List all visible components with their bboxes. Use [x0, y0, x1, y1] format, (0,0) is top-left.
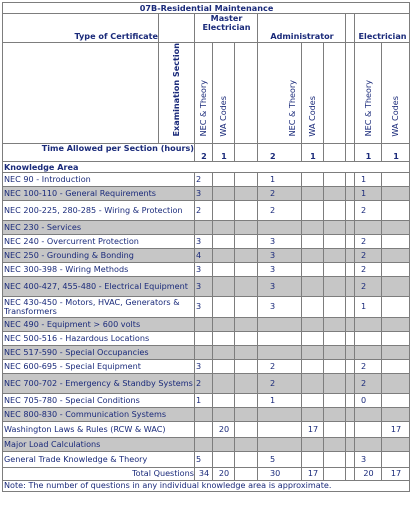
admin-nec-count [258, 421, 302, 437]
master-wa-count [213, 234, 235, 248]
master-wa-count [213, 331, 235, 345]
table-body [3, 3, 410, 492]
master-wa-count [213, 200, 235, 220]
knowledge-area-name: NEC 700-702 - Emergency & Standby Systems [3, 373, 195, 393]
admin-nec-count: 3 [258, 248, 302, 262]
admin-wa-count [302, 296, 324, 317]
total-spacer [324, 467, 346, 480]
master-spacer-cell [235, 276, 258, 296]
elec-wa-count [382, 331, 410, 345]
admin-spacer-cell [324, 317, 346, 331]
master-spacer-cell [235, 296, 258, 317]
master-spacer-cell [235, 220, 258, 234]
admin-spacer-cell [324, 345, 346, 359]
knowledge-row [3, 359, 410, 373]
admin-spacer-cell [324, 451, 346, 467]
examination-section-label: Examination Section [171, 43, 181, 137]
master-spacer-cell [235, 317, 258, 331]
header-blank [3, 43, 159, 144]
elec-wa-count [382, 437, 410, 451]
elec-nec-count: 2 [355, 373, 382, 393]
elec-nec-count: 1 [355, 186, 382, 200]
knowledge-row [3, 373, 410, 393]
admin-nec-count: 3 [258, 234, 302, 248]
elec-nec-count: 2 [355, 234, 382, 248]
master-nec-count [195, 437, 213, 451]
master-spacer-cell [235, 262, 258, 276]
knowledge-area-name: NEC 500-516 - Hazardous Locations [3, 331, 195, 345]
elec-wa-label: WA Codes [390, 95, 401, 137]
knowledge-row [3, 172, 410, 186]
column-header-row [3, 43, 410, 144]
knowledge-area-name: NEC 100-110 - General Requirements [3, 186, 195, 200]
admin-nec-count [258, 317, 302, 331]
admin-spacer-cell [324, 200, 346, 220]
total-value: 20 [213, 467, 235, 480]
admin-wa-count [302, 276, 324, 296]
group-spacer [346, 14, 355, 43]
master-spacer-cell [235, 451, 258, 467]
elec-wa-count: 17 [382, 421, 410, 437]
elec-wa-count [382, 262, 410, 276]
master-wa-count [213, 317, 235, 331]
total-spacer [235, 467, 258, 480]
master-spacer-cell [235, 345, 258, 359]
knowledge-row [3, 345, 410, 359]
master-nec-count [195, 345, 213, 359]
knowledge-row [3, 451, 410, 467]
knowledge-row [3, 407, 410, 421]
elec-nec-count: 2 [355, 276, 382, 296]
elec-wa-count [382, 393, 410, 407]
elec-nec-count [355, 407, 382, 421]
elec-wa-count [382, 373, 410, 393]
admin-spacer-cell [324, 276, 346, 296]
admin-nec-count: 3 [258, 262, 302, 276]
knowledge-area-name: Major Load Calculations [3, 437, 195, 451]
time-allowed-row [3, 143, 410, 161]
master-spacer-header [235, 43, 258, 144]
elec-nec-count: 2 [355, 262, 382, 276]
admin-wa-count [302, 437, 324, 451]
admin-spacer-header [324, 43, 346, 144]
gap-cell [346, 234, 355, 248]
master-wa-count [213, 262, 235, 276]
elec-wa-count [382, 200, 410, 220]
admin-spacer-cell [324, 296, 346, 317]
master-spacer-cell [235, 407, 258, 421]
master-spacer-cell [235, 393, 258, 407]
knowledge-area-name: NEC 800-830 - Communication Systems [3, 407, 195, 421]
admin-nec-count: 3 [258, 276, 302, 296]
gap-cell [346, 172, 355, 186]
admin-nec-count [258, 437, 302, 451]
knowledge-row [3, 220, 410, 234]
table-title: 07B-Residential Maintenance [3, 3, 410, 14]
elec-nec-count [355, 220, 382, 234]
group-administrator: Administrator [258, 14, 346, 43]
time-value: 2 [195, 143, 213, 161]
total-value: 20 [355, 467, 382, 480]
certificate-row [3, 14, 410, 43]
time-value: 2 [258, 143, 302, 161]
exam-table [2, 2, 410, 492]
master-wa-count [213, 276, 235, 296]
gap-cell [346, 220, 355, 234]
elec-wa-count [382, 220, 410, 234]
admin-nec-count: 2 [258, 373, 302, 393]
admin-spacer-cell [324, 172, 346, 186]
knowledge-row [3, 421, 410, 437]
knowledge-row [3, 234, 410, 248]
elec-wa-count [382, 186, 410, 200]
knowledge-row [3, 276, 410, 296]
admin-nec-count: 5 [258, 451, 302, 467]
gap-cell [346, 331, 355, 345]
admin-spacer-cell [324, 393, 346, 407]
admin-nec-count [258, 345, 302, 359]
admin-spacer-cell [324, 359, 346, 373]
gap-cell [346, 421, 355, 437]
knowledge-area-name: NEC 200-225, 280-285 - Wiring & Protection [3, 200, 195, 220]
elec-wa-count [382, 317, 410, 331]
master-nec-count: 5 [195, 451, 213, 467]
group-electrician: Electrician [355, 14, 410, 43]
knowledge-area-name: Washington Laws & Rules (RCW & WAC) [3, 421, 195, 437]
admin-wa-count [302, 248, 324, 262]
admin-nec-count [258, 407, 302, 421]
gap-cell [346, 451, 355, 467]
elec-nec-count: 2 [355, 200, 382, 220]
master-wa-count [213, 373, 235, 393]
master-wa-count [213, 220, 235, 234]
knowledge-row [3, 317, 410, 331]
admin-wa-count [302, 359, 324, 373]
admin-wa-count [302, 172, 324, 186]
admin-wa-count [302, 393, 324, 407]
knowledge-row [3, 262, 410, 276]
gap-cell [346, 317, 355, 331]
elec-wa-count [382, 248, 410, 262]
knowledge-row [3, 200, 410, 220]
admin-nec-header [258, 43, 302, 144]
gap-cell [346, 186, 355, 200]
knowledge-area-name: NEC 490 - Equipment > 600 volts [3, 317, 195, 331]
time-spacer [346, 143, 355, 161]
gap-cell [346, 437, 355, 451]
note-row [3, 480, 410, 491]
elec-wa-header [382, 43, 410, 144]
master-nec-count: 2 [195, 172, 213, 186]
master-wa-label: WA Codes [218, 95, 228, 137]
gap-cell [346, 359, 355, 373]
master-nec-count [195, 421, 213, 437]
admin-nec-count: 2 [258, 200, 302, 220]
admin-nec-count: 2 [258, 186, 302, 200]
master-wa-count [213, 296, 235, 317]
master-spacer-cell [235, 186, 258, 200]
total-value: 17 [302, 467, 324, 480]
time-value: 1 [302, 143, 324, 161]
master-nec-count: 3 [195, 186, 213, 200]
admin-spacer-cell [324, 262, 346, 276]
exam-table-container [2, 2, 410, 492]
knowledge-area-name: NEC 705-780 - Special Conditions [3, 393, 195, 407]
gap-cell [346, 393, 355, 407]
knowledge-area-name: General Trade Knowledge & Theory [3, 451, 195, 467]
gap-header [346, 43, 355, 144]
master-spacer-cell [235, 437, 258, 451]
admin-nec-count [258, 331, 302, 345]
knowledge-area-name: NEC 400-427, 455-480 - Electrical Equipment [3, 276, 195, 296]
admin-spacer-cell [324, 437, 346, 451]
knowledge-row [3, 437, 410, 451]
elec-nec-header [355, 43, 382, 144]
admin-wa-count [302, 317, 324, 331]
master-nec-count: 3 [195, 234, 213, 248]
master-spacer-cell [235, 421, 258, 437]
elec-wa-count [382, 276, 410, 296]
knowledge-area-row [3, 161, 410, 172]
title-row [3, 3, 410, 14]
master-nec-count: 3 [195, 276, 213, 296]
elec-nec-count: 0 [355, 393, 382, 407]
master-wa-count [213, 407, 235, 421]
total-questions-label: Total Questions [3, 467, 195, 480]
master-wa-header [213, 43, 235, 144]
admin-wa-count [302, 331, 324, 345]
master-wa-count [213, 345, 235, 359]
master-wa-count [213, 248, 235, 262]
elec-nec-count: 2 [355, 359, 382, 373]
admin-spacer-cell [324, 186, 346, 200]
knowledge-area-name: NEC 600-695 - Special Equipment [3, 359, 195, 373]
admin-wa-count [302, 234, 324, 248]
master-nec-count [195, 220, 213, 234]
elec-nec-count: 1 [355, 296, 382, 317]
master-wa-count [213, 393, 235, 407]
total-value: 34 [195, 467, 213, 480]
elec-nec-count [355, 331, 382, 345]
admin-wa-header [302, 43, 324, 144]
certificate-type-label: Type of Certificate [3, 14, 159, 43]
elec-nec-count [355, 345, 382, 359]
admin-wa-count [302, 200, 324, 220]
master-nec-count: 1 [195, 393, 213, 407]
gap-cell [346, 200, 355, 220]
master-spacer-cell [235, 234, 258, 248]
admin-wa-count [302, 451, 324, 467]
admin-spacer-cell [324, 220, 346, 234]
admin-wa-count [302, 186, 324, 200]
elec-nec-count: 1 [355, 172, 382, 186]
elec-wa-count [382, 172, 410, 186]
time-value: 1 [213, 143, 235, 161]
elec-nec-count [355, 421, 382, 437]
elec-nec-count: 3 [355, 451, 382, 467]
elec-nec-count [355, 437, 382, 451]
elec-wa-count [382, 345, 410, 359]
knowledge-row [3, 186, 410, 200]
master-spacer-cell [235, 248, 258, 262]
time-value: 1 [382, 143, 410, 161]
elec-wa-count [382, 234, 410, 248]
admin-nec-label: NEC & Theory [287, 80, 297, 137]
elec-nec-label: NEC & Theory [362, 80, 373, 137]
master-nec-count: 2 [195, 200, 213, 220]
knowledge-area-name: NEC 230 - Services [3, 220, 195, 234]
admin-nec-count [258, 220, 302, 234]
knowledge-area-name: NEC 517-590 - Special Occupancies [3, 345, 195, 359]
admin-nec-count: 3 [258, 296, 302, 317]
time-spacer [324, 143, 346, 161]
group-master-electrician: Master Electrician [195, 14, 258, 43]
time-value: 1 [355, 143, 382, 161]
master-nec-count: 4 [195, 248, 213, 262]
knowledge-row [3, 331, 410, 345]
elec-nec-count: 2 [355, 248, 382, 262]
certificate-spacer [159, 14, 195, 43]
admin-wa-count [302, 262, 324, 276]
admin-spacer-cell [324, 248, 346, 262]
knowledge-area-name: NEC 90 - Introduction [3, 172, 195, 186]
master-wa-count [213, 359, 235, 373]
knowledge-area-name: NEC 250 - Grounding & Bonding [3, 248, 195, 262]
knowledge-area-name: NEC 240 - Overcurrent Protection [3, 234, 195, 248]
gap-cell [346, 345, 355, 359]
master-wa-count [213, 172, 235, 186]
admin-wa-label: WA Codes [307, 95, 317, 137]
knowledge-row [3, 248, 410, 262]
knowledge-area-name: NEC 430-450 - Motors, HVAC, Generators & Transformers [3, 296, 195, 317]
master-nec-header [195, 43, 213, 144]
master-nec-count: 2 [195, 373, 213, 393]
admin-wa-count: 17 [302, 421, 324, 437]
examination-section-header [159, 43, 195, 144]
admin-nec-count: 1 [258, 393, 302, 407]
knowledge-row [3, 296, 410, 317]
master-spacer-cell [235, 331, 258, 345]
time-allowed-label: Time Allowed per Section (hours) [3, 143, 195, 161]
admin-spacer-cell [324, 234, 346, 248]
master-nec-count: 3 [195, 296, 213, 317]
master-spacer-cell [235, 373, 258, 393]
master-spacer-cell [235, 200, 258, 220]
admin-wa-count [302, 407, 324, 421]
knowledge-row [3, 393, 410, 407]
master-nec-count: 3 [195, 359, 213, 373]
gap-cell [346, 262, 355, 276]
master-nec-count: 3 [195, 262, 213, 276]
total-value: 30 [258, 467, 302, 480]
footnote: Note: The number of questions in any individual knowledge area is approximate. [3, 480, 410, 491]
elec-wa-count [382, 407, 410, 421]
gap-cell [346, 296, 355, 317]
admin-wa-count [302, 345, 324, 359]
master-spacer-cell [235, 172, 258, 186]
gap-cell [346, 373, 355, 393]
master-nec-label: NEC & Theory [198, 80, 208, 137]
admin-spacer-cell [324, 407, 346, 421]
gap-cell [346, 407, 355, 421]
elec-wa-count [382, 296, 410, 317]
elec-wa-count [382, 359, 410, 373]
total-value: 17 [382, 467, 410, 480]
time-spacer [235, 143, 258, 161]
admin-nec-count: 1 [258, 172, 302, 186]
master-nec-count [195, 317, 213, 331]
total-row [3, 467, 410, 480]
gap-cell [346, 248, 355, 262]
master-wa-count [213, 451, 235, 467]
admin-spacer-cell [324, 373, 346, 393]
master-nec-count [195, 331, 213, 345]
elec-wa-count [382, 451, 410, 467]
gap-cell [346, 276, 355, 296]
admin-spacer-cell [324, 331, 346, 345]
admin-spacer-cell [324, 421, 346, 437]
master-wa-count [213, 186, 235, 200]
master-wa-count: 20 [213, 421, 235, 437]
admin-wa-count [302, 220, 324, 234]
admin-wa-count [302, 373, 324, 393]
master-nec-count [195, 407, 213, 421]
total-spacer [346, 467, 355, 480]
elec-nec-count [355, 317, 382, 331]
knowledge-area-name: NEC 300-398 - Wiring Methods [3, 262, 195, 276]
master-wa-count [213, 437, 235, 451]
knowledge-area-label: Knowledge Area [3, 161, 410, 172]
master-spacer-cell [235, 359, 258, 373]
admin-nec-count: 2 [258, 359, 302, 373]
